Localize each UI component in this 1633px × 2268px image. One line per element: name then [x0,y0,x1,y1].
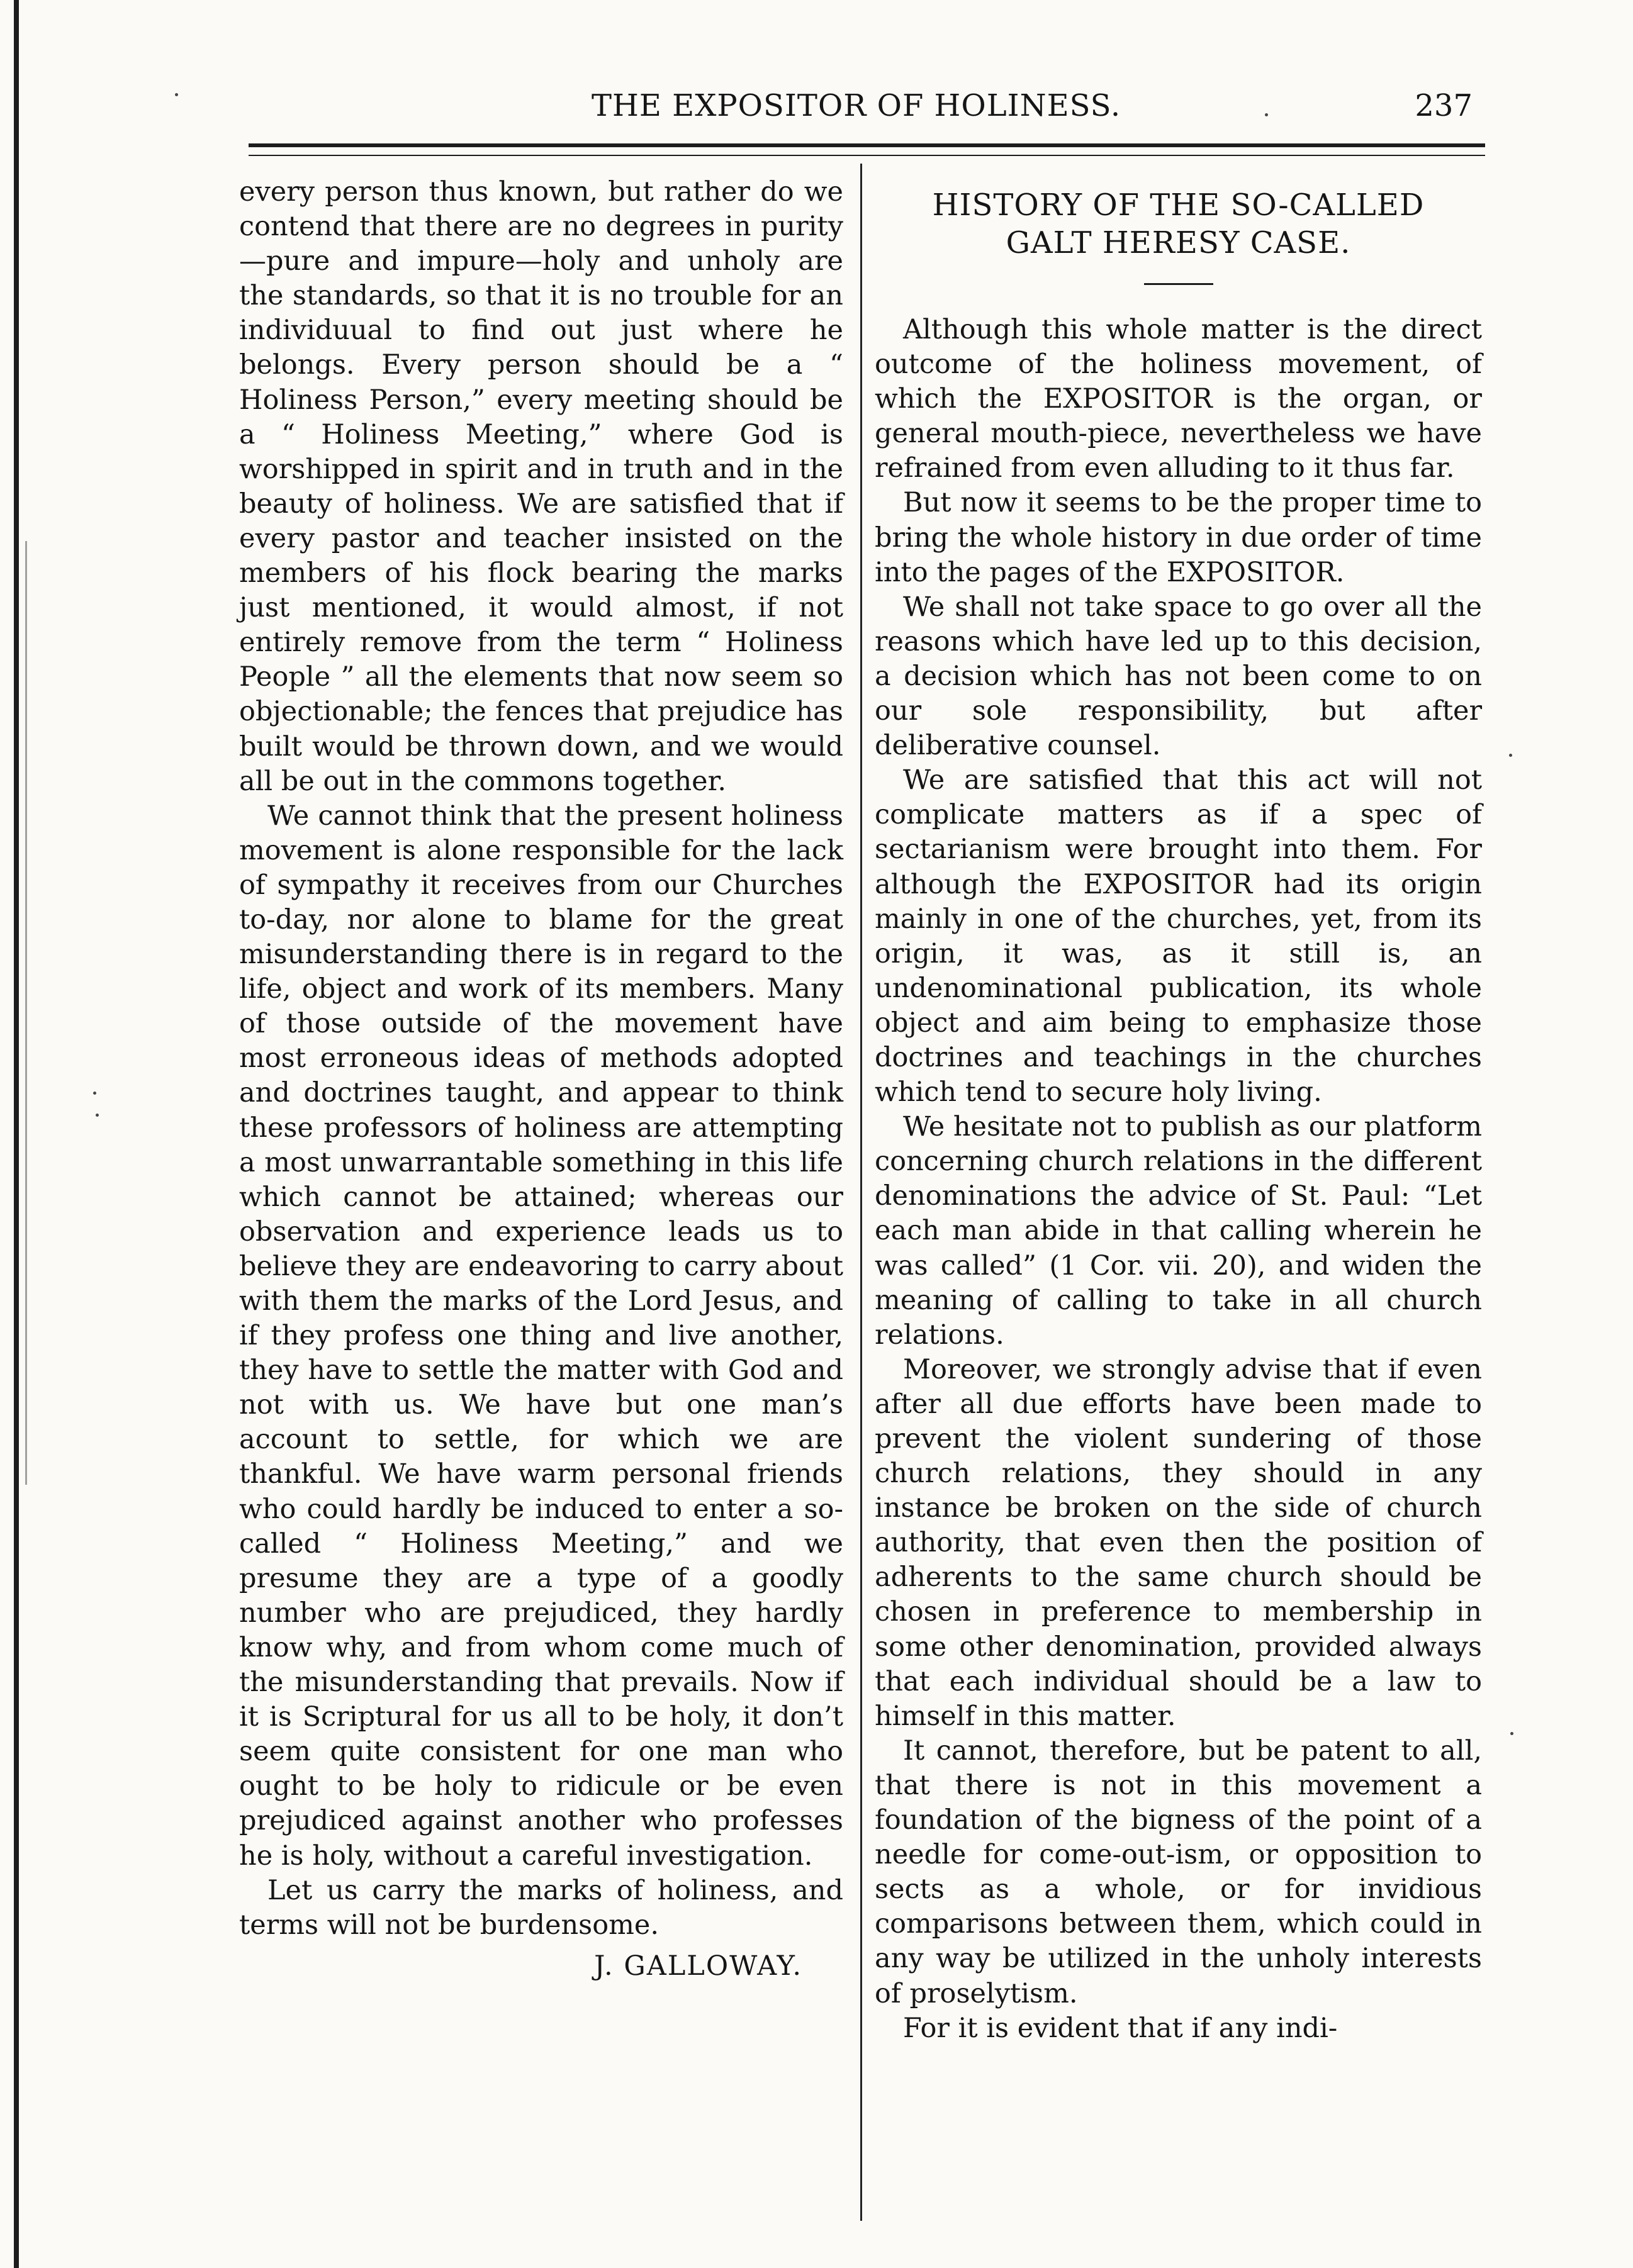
article-paragraph: We shall not take space to go over all the reasons which have led up to this decision, a decision which has not been come to on our sole responsibility, but after deliberative counsel. [875,591,1482,762]
article-paragraph: It cannot, therefore, but be patent to all, that there is not in this movement a foundation of the bigness of the point of a needle for come-out-ism, or opposition to sects as a whole, or for invidious comparisons between them, which could in any way be utilized in the unholy interests of proselytism. [875,1735,1482,2009]
right-column [875,175,1482,2046]
page-speck [93,1092,96,1095]
article-paragraph: But now it seems to be the proper time to bring the whole history in due order of time into the pages of the EXPOSITOR. [875,487,1482,588]
column-divider [860,164,862,2221]
header-rule-thin [249,155,1485,156]
running-header [249,88,1485,138]
page-number: 237 [1415,88,1473,123]
header-rule-thick [249,143,1485,147]
heading-rule [1144,283,1213,285]
article-paragraph: Although this whole matter is the direct outcome of the holiness movement, of which the EXPOSITOR is the organ, or general mouth-piece, nevertheless we have refrained from even alluding to it thus far. [875,314,1482,484]
author-signature: J. GALLOWAY. [594,1950,802,1982]
left-column [239,175,843,1984]
article-paragraph: We hesitate not to publish as our platform concerning church relations in the different denominations the advice of St. Paul: “Let each man abide in that calling wherein he was called” (1 Cor. vii. 20), and widen the meaning of calling to take in all church relations. [875,1111,1482,1351]
article-heading [875,186,1482,262]
page-binding-shadow [25,541,27,1485]
page-speck [1509,754,1512,757]
article-paragraph: Let us carry the marks of holiness, and terms will not be burdensome. [239,1874,843,1941]
journal-title: THE EXPOSITOR OF HOLINESS. [592,88,1121,123]
page-speck [175,93,178,96]
page-speck [96,1114,99,1117]
article-heading-line: GALT HERESY CASE. [1006,225,1351,260]
article-heading-line: HISTORY OF THE SO-CALLED [932,187,1425,223]
article-paragraph: We cannot think that the present holiness movement is alone responsible for the lack of sympathy it receives from our Churches to-day, nor alone to blame for the great misunderstanding there is in regard to the life, object and work of its members. Many of those outside of the movement have most erroneous ideas of methods adopted and doctrines taught, and appear to think these professors of holiness are attempting a most unwarrantable something in this life which cannot be attained; whereas our observation and experience leads us to believe they are endeavoring to carry about with them the marks of the Lord Jesus, and if they profess one thing and live another, they have to settle the matter with God and not with us. We have but one man’s account to settle, for which we are thankful. We have warm personal friends who could hardly be induced to enter a so-called “ Holiness Meeting,” and we presume they are a type of a goodly number who are prejudiced, they hardly know why, and from whom come much of the misunderstanding that prevails. Now if it is Scriptural for us all to be holy, it don’t seem quite consistent for one man who ought to be holy to ridicule or be even prejudiced against another who professes he is holy, without a careful investigation. [239,800,843,1872]
article-paragraph: We are satisfied that this act will not complicate matters as if a spec of sectarianism were brought into them. For although the EXPOSITOR had its origin mainly in one of the churches, yet, from its origin, it was, as it still is, an undenominational publication, its whole object and aim being to emphasize those doctrines and teachings in the churches which tend to secure holy living. [875,764,1482,1109]
article-paragraph: For it is evident that if any indi- [903,2012,1338,2044]
page-binding-edge [14,0,19,2268]
article-paragraph: Moreover, we strongly advise that if even after all due efforts have been made to prevent the violent sundering of those church relations, they should in any instance be broken on the side of church authority, that even then the position of adherents to the same church should be chosen in preference to membership in some other denomination, provided always that each individual should be a law to himself in this matter. [875,1353,1482,1732]
page-speck [1510,1732,1513,1735]
article-paragraph: every person thus known, but rather do we contend that there are no degrees in purity—pure and impure—holy and unholy are the standards, so that it is no trouble for an individuual to find out just where he belongs. Every person should be a “ Holiness Person,” every meeting should be a “ Holiness Meeting,” where God is worshipped in spirit and in truth and in the beauty of holiness. We are satisfied that if every pastor and teacher insisted on the members of his flock bearing the marks just mentioned, it would almost, if not entirely remove from the term “ Holiness People ” all the elements that now seem so objectionable; the fences that prejudice has built would be thrown down, and we would all be out in the commons together. [239,176,843,797]
